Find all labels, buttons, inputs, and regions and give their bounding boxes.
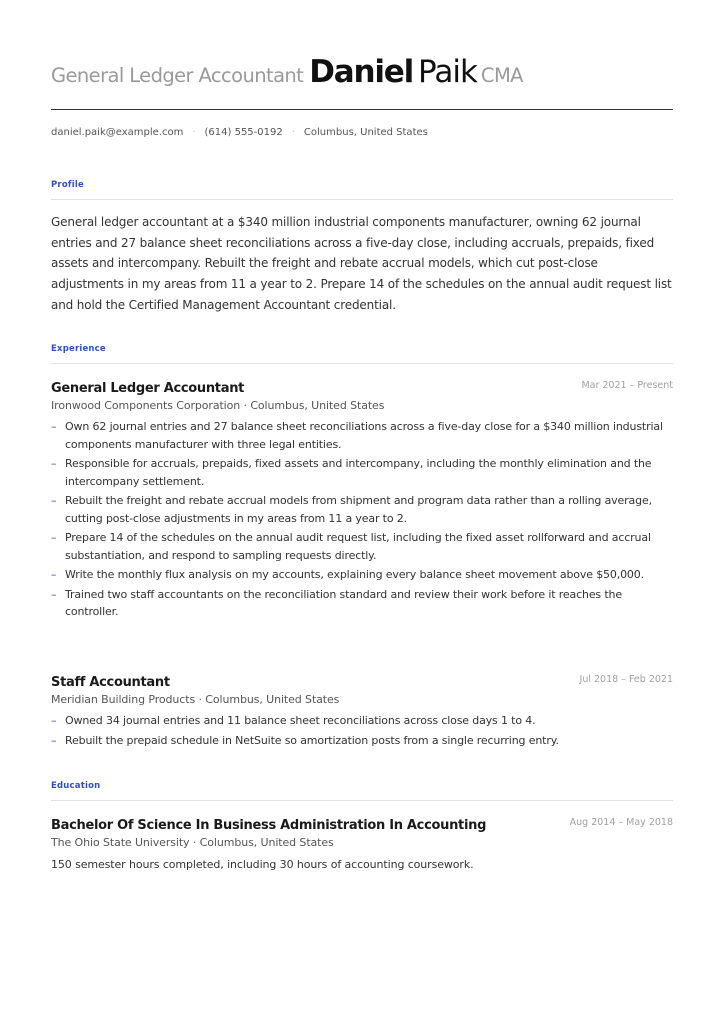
bullet-item (51, 455, 673, 490)
contact-phone[interactable]: (614) 555-0192 (204, 127, 283, 138)
last-name: Paik (418, 54, 477, 90)
bullet-item (51, 586, 673, 621)
bullet-text: Rebuilt the freight and rebate accrual models from shipment and program data rather than a rolling average, cutting post-close adjustments in my areas from 11 a year to 2. (65, 494, 652, 525)
education-note: 150 semester hours completed, including 30 hours of accounting coursework. (51, 858, 474, 871)
first-name: Daniel (309, 54, 414, 90)
section-divider (51, 363, 673, 364)
job-bullets (51, 712, 673, 749)
job-heading (51, 377, 673, 395)
degree-title: Bachelor Of Science In Business Administration In Accounting (51, 818, 487, 833)
bullet-text: Rebuilt the prepaid schedule in NetSuite so amortization posts from a single recurring entry. (65, 733, 559, 747)
experience-section (51, 343, 673, 364)
contact-separator: · (291, 127, 295, 138)
contact-line (51, 126, 428, 140)
dash-icon: – (51, 587, 57, 601)
bullet-text: Write the monthly flux analysis on my accounts, explaining every balance sheet movement above $50,000. (65, 568, 644, 581)
school-name: The Ohio State University · Columbus, United States (51, 836, 334, 849)
dash-icon: – (51, 457, 57, 470)
education-dates: Aug 2014 – May 2018 (569, 817, 673, 828)
dash-icon: – (51, 733, 57, 747)
bullet-text: Owned 34 journal entries and 11 balance sheet reconciliations across close days 1 to 4. (65, 714, 536, 727)
section-heading-education: Education (51, 781, 101, 791)
bullet-text: Responsible for accruals, prepaids, fixed assets and intercompany, including the monthly elimination and the intercompany settlement. (65, 457, 652, 488)
dash-icon: – (51, 420, 57, 433)
job-bullets (51, 418, 673, 621)
profile-summary: General ledger accountant at a $340 million industrial components manufacturer, owning 62 journal entries and 27 balance sheet reconciliations across a five-day close, including accruals, prepaids, fixed assets and intercompany. Rebuilt the freight and rebate accrual models, which cut post-close adjustments in my areas from 11 a year to 2. Prepare 14 of the schedules on the annual audit request list and hold the Certified Management Accountant credential. (51, 215, 672, 312)
section-divider (51, 199, 673, 200)
job-title: Staff Accountant (51, 675, 170, 690)
job-organization: Meridian Building Products · Columbus, United States (51, 693, 340, 706)
bullet-item (51, 418, 673, 453)
section-divider (51, 800, 673, 801)
resume-header (51, 52, 673, 92)
bullet-text: Prepare 14 of the schedules on the annual audit request list, including the fixed asset rollforward and accrual substantiation, and respond to sampling requests directly. (65, 531, 651, 562)
dash-icon: – (51, 494, 57, 507)
job-title: General Ledger Accountant (51, 381, 245, 396)
bullet-item (51, 529, 673, 564)
bullet-item (51, 712, 673, 730)
bullet-text: Trained two staff accountants on the reconciliation standard and review their work before it reaches the controller. (65, 587, 622, 618)
bullet-item (51, 732, 673, 750)
header-divider (51, 109, 673, 110)
contact-location: Columbus, United States (303, 127, 428, 138)
job-heading (51, 671, 673, 689)
education-heading (51, 814, 673, 832)
profile-section (51, 179, 673, 200)
contact-email[interactable]: daniel.paik@example.com (51, 127, 184, 138)
job-entry (51, 377, 673, 623)
bullet-text: Own 62 journal entries and 27 balance sheet reconciliations across a five-day close for a $340 million industrial components manufacturer with three legal entities. (65, 420, 663, 451)
education-section (51, 780, 673, 801)
dash-icon: – (51, 531, 57, 544)
job-dates: Jul 2018 – Feb 2021 (579, 674, 673, 685)
education-entry (51, 814, 673, 873)
job-entry (51, 671, 673, 751)
section-heading-experience: Experience (51, 344, 106, 354)
bullet-item (51, 492, 673, 527)
dash-icon: – (51, 568, 57, 581)
contact-separator: · (192, 127, 196, 138)
credential: CMA (480, 64, 523, 87)
job-dates: Mar 2021 – Present (581, 380, 673, 391)
job-organization: Ironwood Components Corporation · Columbus, United States (51, 399, 385, 412)
bullet-item (51, 566, 673, 584)
section-heading-profile: Profile (51, 180, 84, 190)
job-role: General Ledger Accountant (51, 64, 304, 87)
dash-icon: – (51, 714, 57, 727)
